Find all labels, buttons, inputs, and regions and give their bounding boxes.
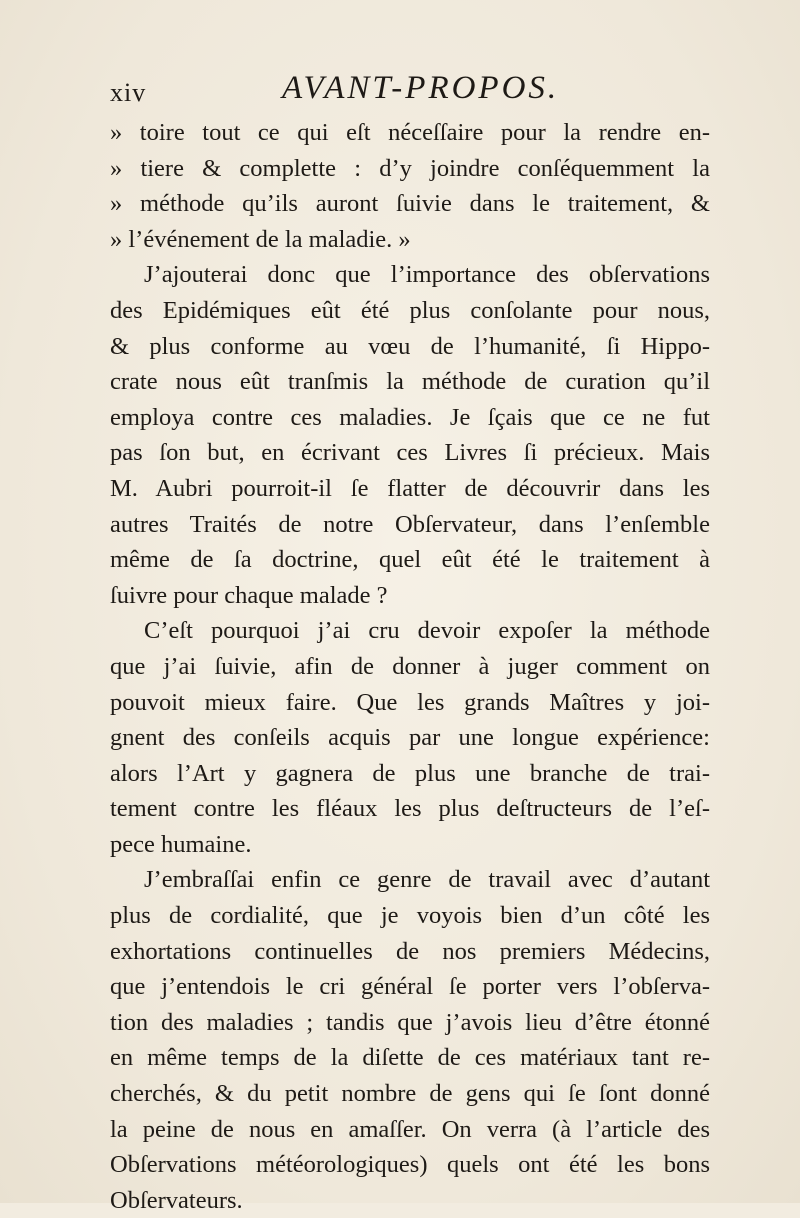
text-line: J’ajouterai donc que l’importance des obſervations xyxy=(144,261,710,289)
text-line: pece humaine. xyxy=(110,830,252,858)
text-line: gnent des conſeils acquis par une longue expérience: xyxy=(110,724,710,752)
text-line: que j’ai ſuivie, afin de donner à juger comment on xyxy=(110,652,710,680)
text-line: plus de cordialité, que je voyois bien d’un côté les xyxy=(110,902,710,930)
text-line: exhortations continuelles de nos premiers Médecins, xyxy=(110,937,710,965)
text-line: J’embraſſai enfin ce genre de travail avec d’autant xyxy=(144,866,710,894)
text-line: cherchés, & du petit nombre de gens qui ſe ſont donné xyxy=(110,1080,710,1108)
text-line: & plus conforme au vœu de l’humanité, ſi Hippo- xyxy=(110,332,710,360)
text-line: employa contre ces maladies. Je ſçais que ce ne fut xyxy=(110,403,710,431)
text-line: même de ſa doctrine, quel eût été le traitement à xyxy=(110,546,710,574)
text-line: tement contre les fléaux les plus deſtructeurs de l’eſ- xyxy=(110,795,710,823)
text-line: autres Traités de notre Obſervateur, dans l’enſemble xyxy=(110,510,710,538)
text-line: que j’entendois le cri général ſe porter vers l’obſerva- xyxy=(110,973,710,1001)
text-line: la peine de nous en amaſſer. On verra (à l’article des xyxy=(110,1115,710,1143)
text-line: Obſervateurs. xyxy=(110,1186,243,1214)
text-line: pas ſon but, en écrivant ces Livres ſi précieux. Mais xyxy=(110,439,710,467)
page-header xyxy=(110,70,710,110)
text-line: » méthode qu’ils auront ſuivie dans le traitement, & xyxy=(110,190,710,218)
text-line: » toire tout ce qui eſt néceſſaire pour la rendre en- xyxy=(110,119,710,146)
body-text xyxy=(110,115,710,1218)
text-line: en même temps de la diſette de ces matériaux tant re- xyxy=(110,1044,710,1072)
text-line: C’eſt pourquoi j’ai cru devoir expoſer la méthode xyxy=(144,617,710,645)
text-line: tion des maladies ; tandis que j’avois lieu d’être étonné xyxy=(110,1008,710,1036)
text-line: » tiere & complette : d’y joindre conſéquemment la xyxy=(110,154,710,182)
text-line: » l’événement de la maladie. » xyxy=(110,225,411,253)
running-head: AVANT-PROPOS. xyxy=(282,70,560,106)
text-line: Obſervations météorologiques) quels ont été les bons xyxy=(110,1151,710,1179)
text-line: des Epidémiques eût été plus conſolante pour nous, xyxy=(110,296,710,324)
text-line: pouvoit mieux faire. Que les grands Maîtres y joi- xyxy=(110,688,710,716)
text-line: alors l’Art y gagnera de plus une branche de trai- xyxy=(110,759,710,787)
text-line: ſuivre pour chaque malade ? xyxy=(110,581,388,609)
text-line: M. Aubri pourroit-il ſe flatter de découvrir dans les xyxy=(110,474,710,502)
page-number: xiv xyxy=(110,78,147,107)
text-line: crate nous eût tranſmis la méthode de curation qu’il xyxy=(110,368,710,396)
